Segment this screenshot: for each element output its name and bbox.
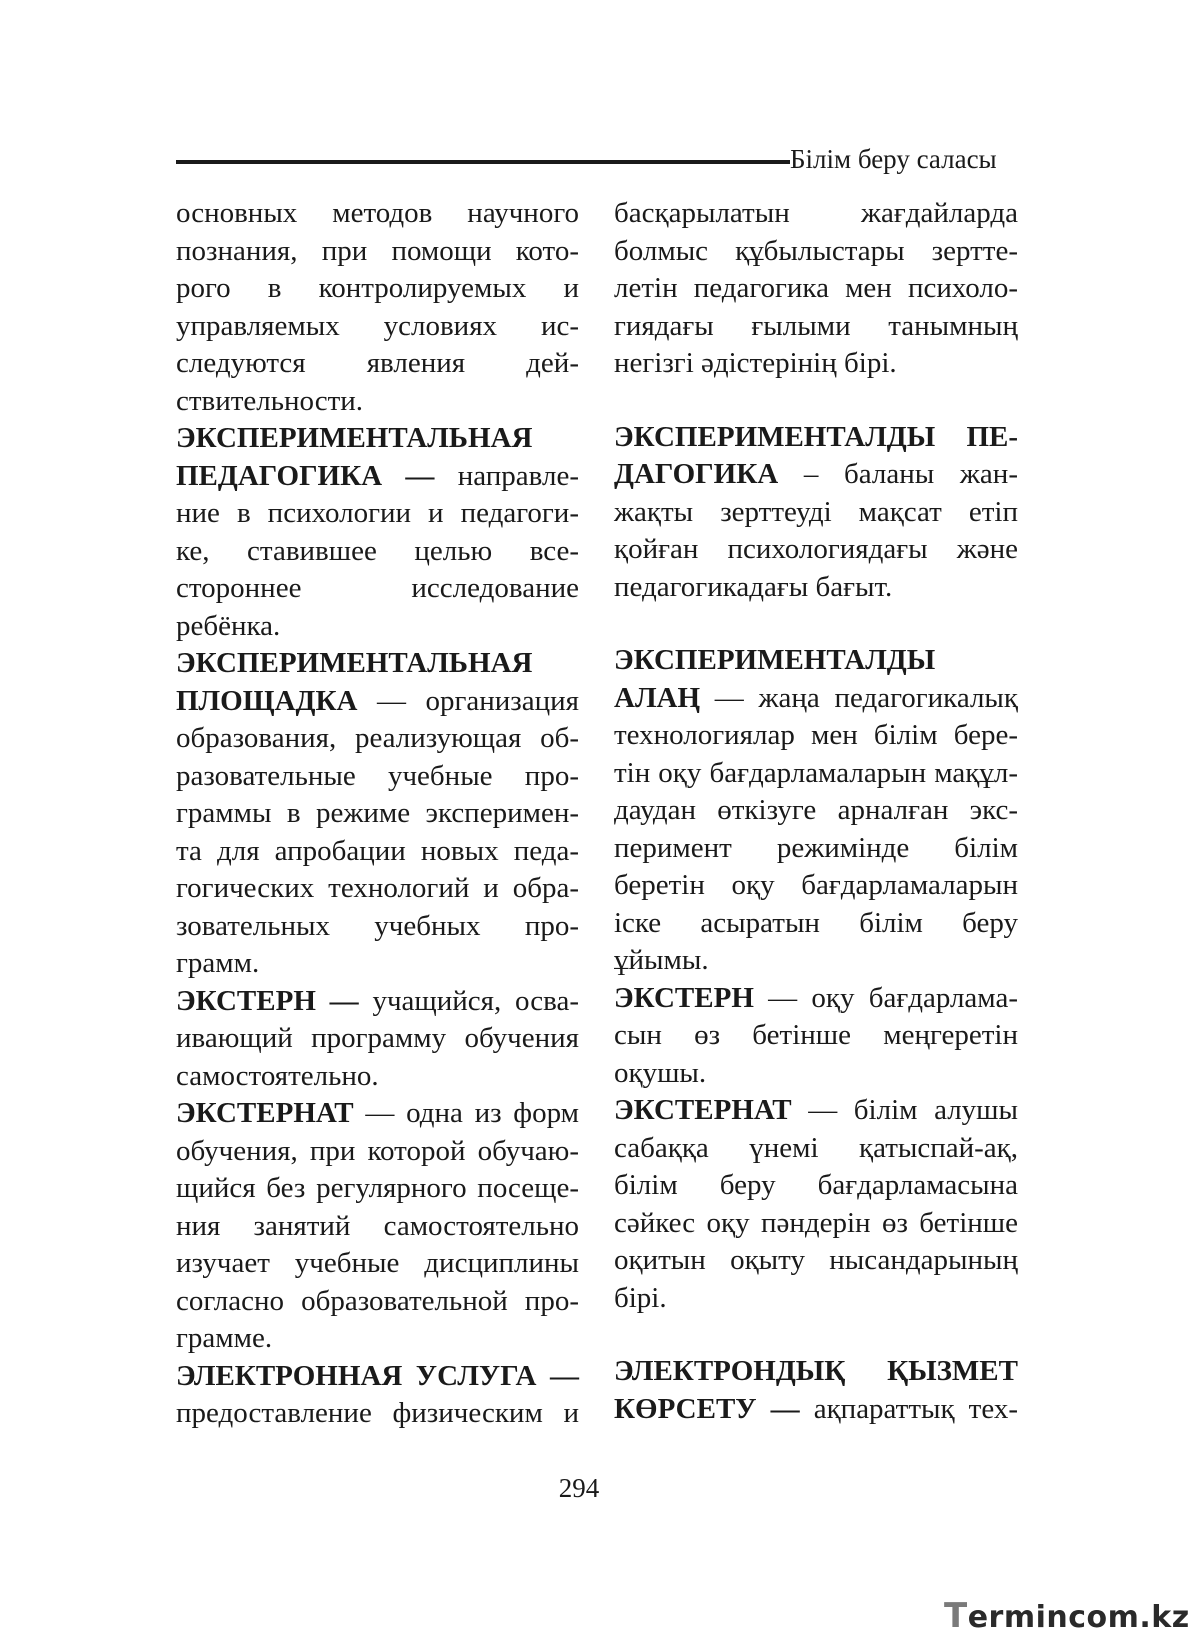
text-line [614,1353,1018,1391]
entry-text: летін педагогика мен психоло- [614,272,1018,304]
entry-text: — одна из форм [353,1097,579,1129]
text-line [176,1208,579,1246]
entry-term: ДАГОГИКА [614,458,779,490]
text-line [614,867,1018,905]
terminkom-logo [944,1596,1190,1636]
text-line [614,569,1018,607]
entry-text: болмыс құбылыстары зертте- [614,234,1018,267]
entry-text: негізгі әдістерінің бірі. [614,347,897,379]
text-line [176,758,579,796]
entry-text: оқушы. [614,1056,707,1089]
entry-term: КӨРСЕТУ — [614,1392,800,1425]
running-header: Білім беру саласы [790,144,997,174]
entry-text: та для апробации новых педа- [176,834,579,867]
entry-term: ЭКСТЕРНАТ [176,1097,354,1129]
entry-text: изучает учебные дисциплины [176,1247,579,1279]
entry-text: тін оқу бағдарламаларын мақұл- [614,756,1018,789]
text-line [176,383,579,421]
entry-text: гиядағы ғылыми танымның [614,309,1018,342]
entry-term: ЭКСПЕРИМЕНТАЛДЫ ПЕ- [614,420,1018,453]
entry-text: — организация [357,684,579,717]
entry-text: беретін оқу бағдарламаларын [614,869,1018,901]
entry-text: учащийся, осва- [358,984,579,1017]
entry-text: оқитын оқыту нысандарының [614,1244,1018,1276]
text-line [614,419,1018,457]
entry-text: предоставление физическим и [176,1397,579,1429]
text-line [614,755,1018,793]
entry-term: ЭКСПЕРИМЕНТАЛЬНАЯ [176,647,533,679]
entry-text: білім беру бағдарламасына [614,1169,1018,1201]
left-column [176,195,579,1433]
entry-term: ЭКСПЕРИМЕНТАЛЬНАЯ [176,422,533,454]
text-line [614,494,1018,532]
entry-text: управляемых условиях ис- [176,309,579,342]
entry-text: образования, реализующая об- [176,722,579,754]
entry-text: основных методов научного [176,197,579,229]
entry-term: АЛАҢ [614,681,701,714]
text-line [176,233,579,271]
text-line [614,1055,1018,1093]
text-line [176,420,579,458]
text-line [176,1245,579,1283]
entry-text: обучения, при которой обучаю- [176,1134,579,1167]
entry-text: перимент режимінде білім [614,831,1018,864]
text-line [614,717,1018,755]
text-line [614,1391,1018,1429]
entry-text: ния занятий самостоятельно [176,1209,579,1242]
entry-text: ствительности. [176,384,364,417]
text-line [176,833,579,871]
text-line [614,680,1018,718]
entry-text: басқарылатын жағдайларда [614,197,1018,229]
entry-text: ребёнка. [176,609,281,642]
text-line [176,1320,579,1358]
text-line [176,983,579,1021]
entry-text: самостоятельно. [176,1059,379,1092]
entry-term: ЭКСТЕРНАТ [614,1094,792,1126]
entry-text: направле- [434,459,579,492]
entry-text: гогических технологий и обра- [176,872,579,904]
text-line [614,1130,1018,1168]
text-line [614,270,1018,308]
text-line [176,495,579,533]
text-line [614,1017,1018,1055]
entry-text: — білім алушы [791,1094,1018,1126]
text-line [614,830,1018,868]
entry-text: сәйкес оқу пәндерін өз бетінше [614,1206,1018,1239]
text-line [176,1358,579,1396]
text-line [176,945,579,983]
text-line [614,1167,1018,1205]
text-line [176,908,579,946]
entry-text: согласно образовательной про- [176,1284,579,1317]
text-line [176,308,579,346]
entry-text: ивающий программу обучения [176,1022,579,1054]
entry-text: граммы в режиме эксперимен- [176,797,579,829]
entry-term: ПЕДАГОГИКА — [176,459,435,492]
text-line [176,270,579,308]
entry-text: грамм. [176,947,260,979]
entry-text: — жаңа педагогикалық [700,681,1018,714]
text-line [614,642,1018,680]
entry-text: даудан өткізуге арналған экс- [614,794,1018,826]
entry-text: грамме. [176,1322,273,1354]
entry-text: сабаққа үнемі қатыспай-ақ, [614,1131,1018,1164]
entry-text: қойған психологиядағы және [614,533,1018,565]
entry-text: сын өз бетінше меңгеретін [614,1019,1018,1051]
text-line [176,195,579,233]
entry-text: ние в психологии и педагоги- [176,497,579,529]
right-column [614,195,1018,1428]
entry-text: технологиялар мен білім бере- [614,719,1018,751]
entry-text: рого в контролируемых и [176,272,579,304]
text-line [176,1058,579,1096]
text-line [614,1280,1018,1318]
entry-text: разовательные учебные про- [176,759,579,792]
entry-term: ЭЛЕКТРОНДЫҚ ҚЫЗМЕТ [614,1355,1018,1387]
entry-text: следуются явления дей- [176,347,579,379]
entry-term: ЭКСПЕРИМЕНТАЛДЫ [614,644,936,676]
text-line [176,720,579,758]
entry-term: ПЛОЩАДКА [176,684,358,717]
text-line [176,608,579,646]
entry-text: познания, при помощи кото- [176,234,579,267]
entry-text: ұйымы. [614,944,709,976]
text-line [176,645,579,683]
text-line [176,458,579,496]
entry-text: щийся без регулярного посеще- [176,1172,579,1204]
page-number: 294 [558,1473,600,1503]
entry-text: педагогикадағы бағыт. [614,570,893,603]
entry-text: жақты зерттеуді мақсат етіп [614,495,1018,528]
text-line [176,345,579,383]
text-line [614,456,1018,494]
entry-text: зовательных учебных про- [176,909,579,942]
text-line [614,1242,1018,1280]
text-line [176,870,579,908]
logo-text: ermincom.kz [967,1600,1190,1635]
text-line [176,1095,579,1133]
text-line [176,570,579,608]
entry-text: стороннее исследование [176,572,579,604]
text-line [614,1205,1018,1243]
text-line [176,683,579,721]
text-line [614,233,1018,271]
entry-text: бірі. [614,1281,667,1314]
entry-text: іске асыратын білім беру [614,906,1018,939]
text-line [614,195,1018,233]
text-line [614,792,1018,830]
text-line [176,1170,579,1208]
text-line [614,1092,1018,1130]
text-line [614,942,1018,980]
entry-text: – баланы жан- [778,458,1018,490]
entry-text: — оқу бағдарлама- [753,981,1018,1014]
text-line [176,1020,579,1058]
entry-term: ЭЛЕКТРОННАЯ УСЛУГА — [176,1359,579,1392]
text-line [614,531,1018,569]
text-line [176,1133,579,1171]
entry-term: ЭКСТЕРН — [176,984,359,1017]
text-line [176,1395,579,1433]
text-line [614,980,1018,1018]
header-rule [176,160,790,164]
text-line [614,308,1018,346]
text-line [176,1283,579,1321]
entry-term: ЭКСТЕРН [614,981,754,1014]
logo-lead-letter: T [944,1596,968,1636]
text-line [176,533,579,571]
text-line [176,795,579,833]
entry-text: ке, ставившее целью все- [176,534,579,567]
text-line [614,345,1018,383]
entry-text: ақпараттық тех- [799,1392,1018,1425]
text-line [614,905,1018,943]
